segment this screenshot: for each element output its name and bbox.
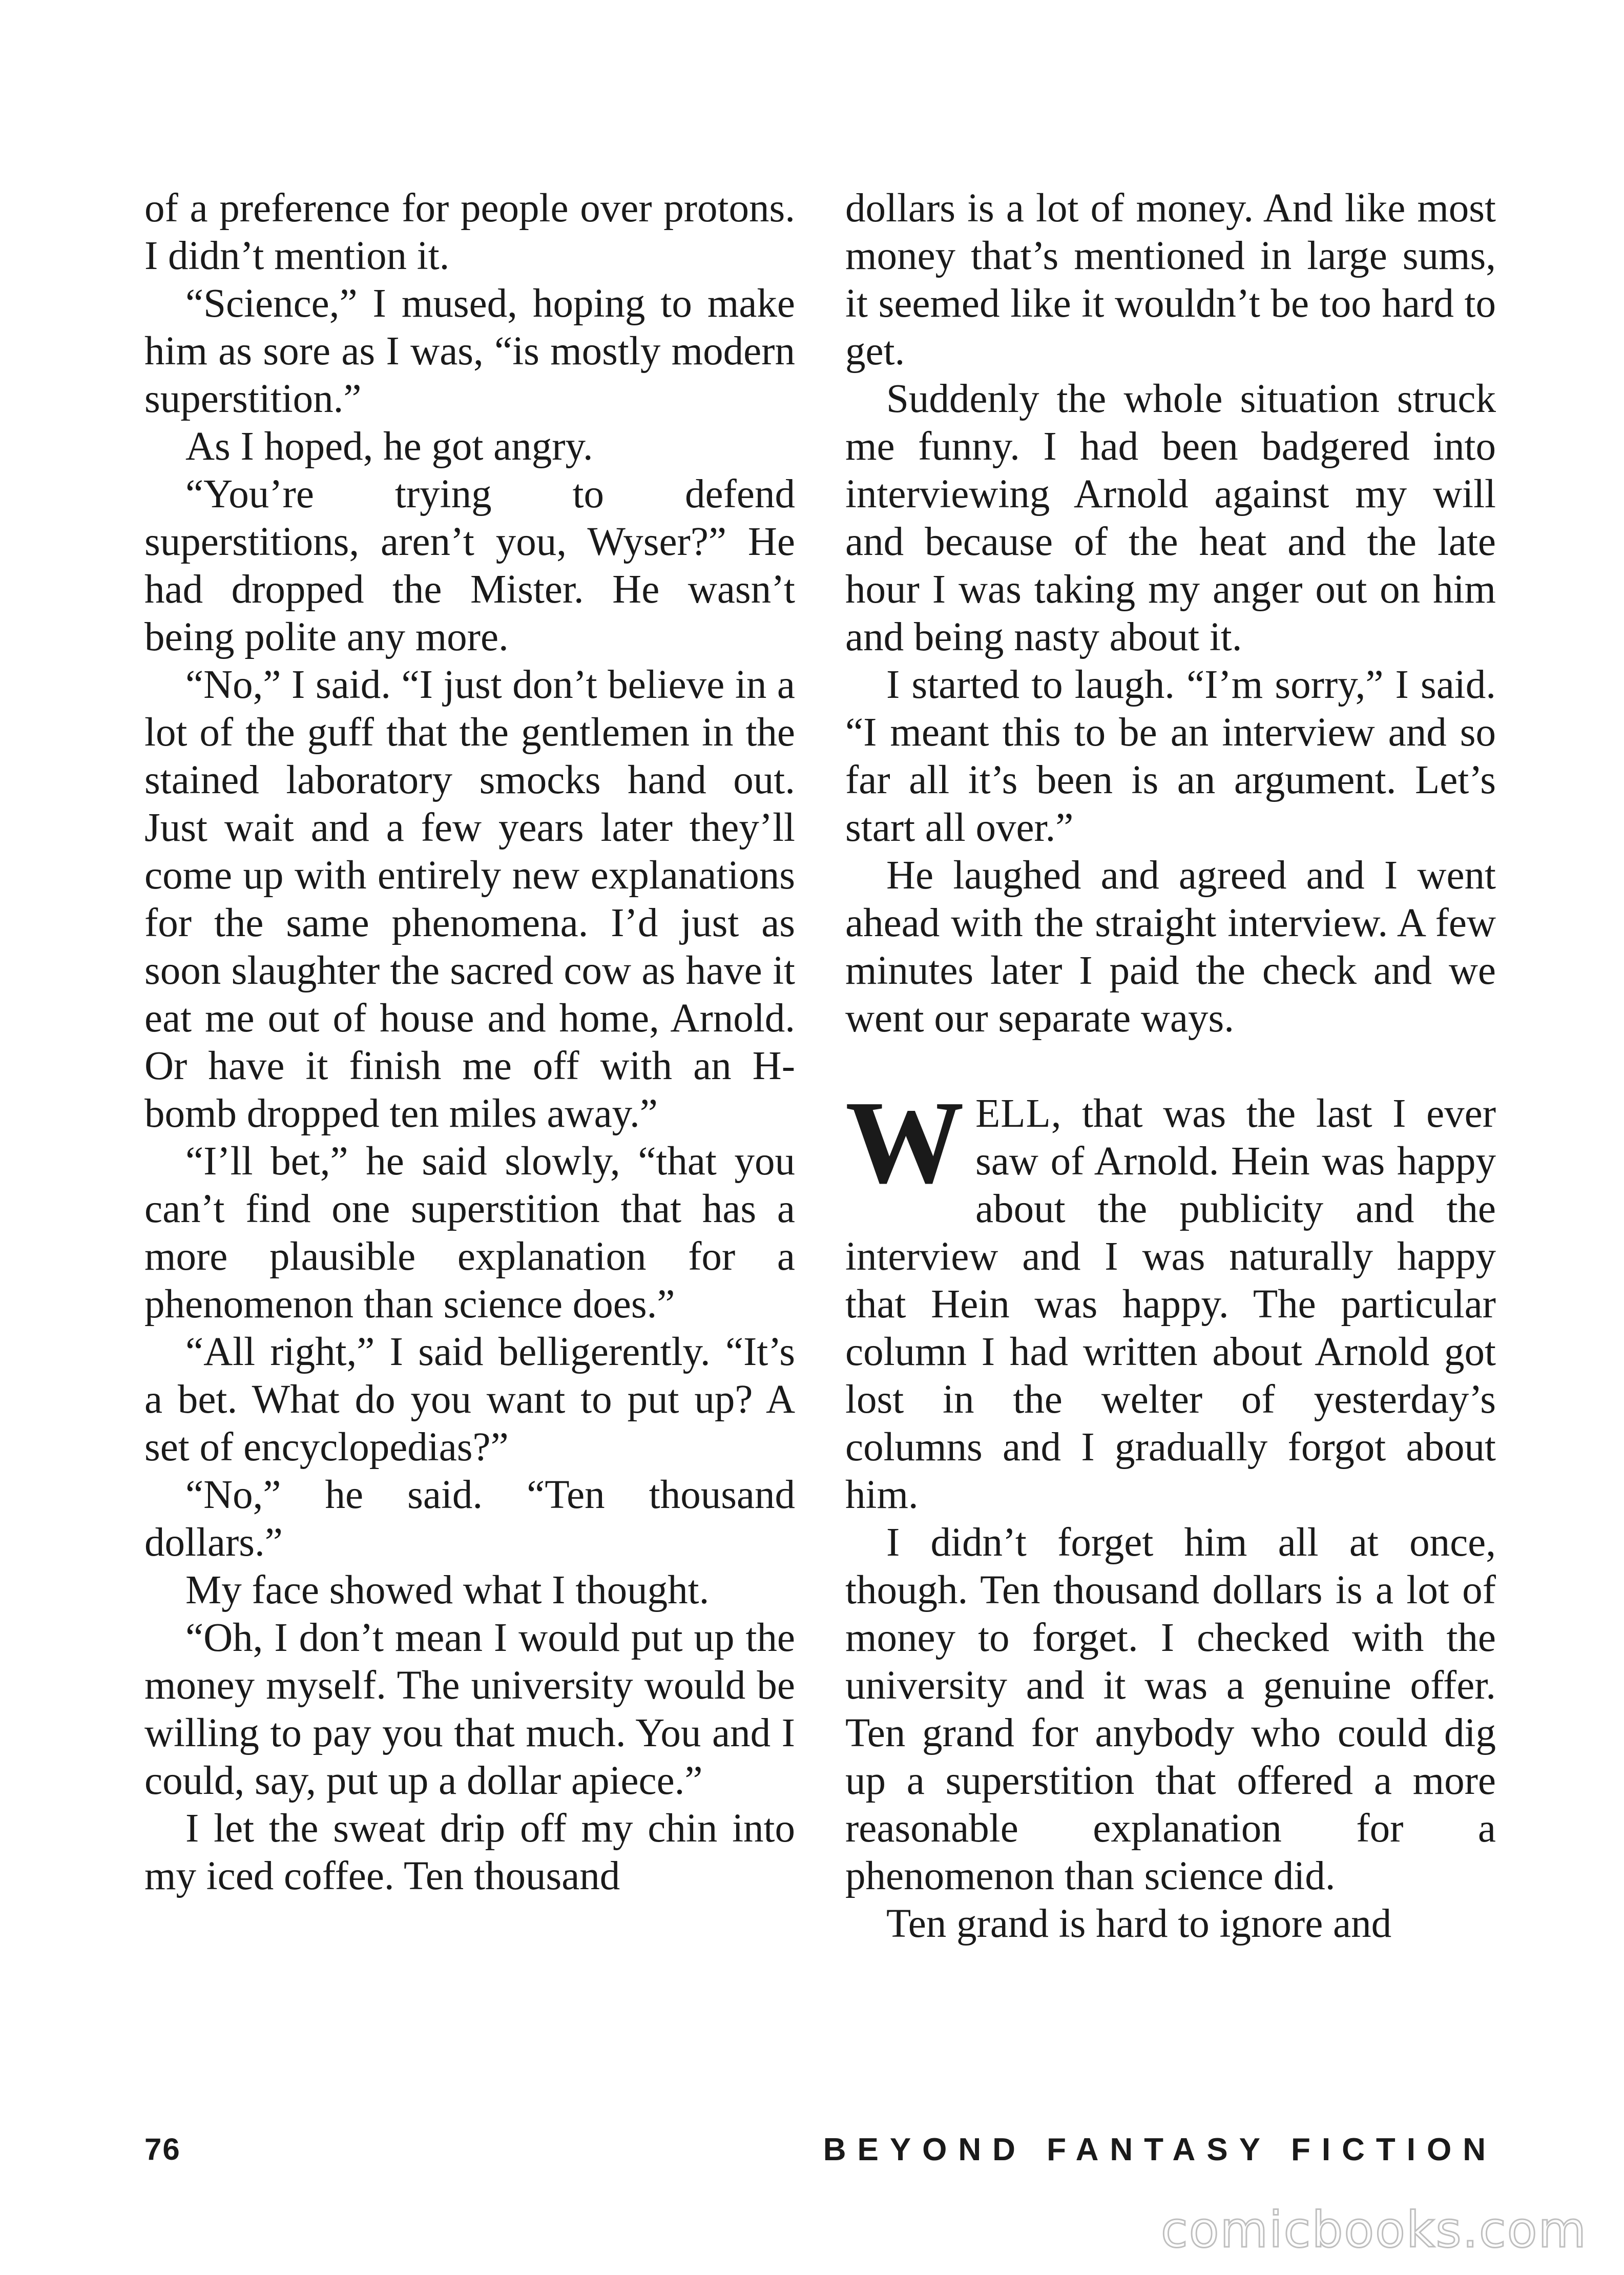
watermark: comicbooks.com	[1160, 2201, 1587, 2259]
paragraph: “I’ll bet,” he said slowly, “that you can’t find one superstition that has a more plausible explanation for a phenomenon than science does.”	[144, 1139, 795, 1327]
paragraph: “No,” I said. “I just don’t believe in a lot of the guff that the gentlemen in the stained laboratory smocks hand out. Just wait and a few years later they’ll come up with entirely new explanations for the same phenomena. I’d just as soon slaughter the sacred cow as have it eat me out of house and home, Arnold. Or have it finish me off with an H-bomb dropped ten miles away.”	[144, 663, 795, 1136]
page-number: 76	[144, 2132, 181, 2166]
paragraph-text: that was the last I ever saw of Arnold. Hein was happy about the publicity and the interview and I was naturally happy that Hein was happy. The particular column I had written about Arnold got lost in the welter of yesterday’s columns and I gradually forgot about him.	[845, 1091, 1496, 1517]
paragraph: “All right,” I said belligerently. “It’s a bet. What do you want to put up? A set of encyclopedias?”	[144, 1330, 795, 1470]
paragraph: “Oh, I don’t mean I would put up the money myself. The university would be willing to pay you that much. You and I could, say, put up a dollar apiece.”	[144, 1616, 795, 1803]
paragraph: “No,” he said. “Ten thousand dollars.”	[144, 1473, 795, 1565]
paragraph: He laughed and agreed and I went ahead with the straight interview. A few minutes later I paid the check and we went our separate ways.	[845, 853, 1496, 1041]
paragraph: I let the sweat drip off my chin into my iced coffee. Ten thousand	[144, 1806, 795, 1898]
left-text-column	[144, 184, 795, 1900]
paragraph: “Science,” I mused, hoping to make him as sore as I was, “is mostly modern superstition.”	[144, 281, 795, 421]
paragraph: Suddenly the whole situation struck me funny. I had been badgered into interviewing Arnold against my will and because of the heat and the late hour I was taking my anger out on him and being nasty about it.	[845, 377, 1496, 659]
paragraph: I started to laugh. “I’m sorry,” I said. “I meant this to be an interview and so far all it’s been is an argument. Let’s start all over.”	[845, 663, 1496, 850]
paragraph: I didn’t forget him all at once, though. Ten thousand dollars is a lot of money to forget. I checked with the university and it was a genuine offer. Ten grand for anybody who could dig up a superstition that offered a more reasonable explanation for a phenomenon than science did.	[845, 1520, 1496, 1898]
paragraph: dollars is a lot of money. And like most money that’s mentioned in large sums, it seemed like it wouldn’t be too hard to get.	[845, 186, 1496, 374]
page-footer	[144, 2132, 1497, 2183]
running-footer-title: BEYOND FANTASY FICTION	[823, 2132, 1497, 2167]
paragraph: My face showed what I thought.	[185, 1568, 710, 1612]
right-text-column	[845, 184, 1496, 1948]
drop-cap: W	[845, 1077, 964, 1208]
paragraph: of a preference for people over protons. I didn’t mention it.	[144, 186, 795, 278]
paragraph: Ten grand is hard to ignore and	[886, 1901, 1392, 1946]
section-opening-paragraph	[845, 1077, 1496, 1519]
paragraph: As I hoped, he got angry.	[185, 424, 593, 469]
paragraph: “You’re trying to defend superstitions, aren’t you, Wyser?” He had dropped the Mister. He wasn’t being polite any more.	[144, 472, 795, 659]
drop-cap-lead-in: ELL,	[975, 1091, 1062, 1136]
